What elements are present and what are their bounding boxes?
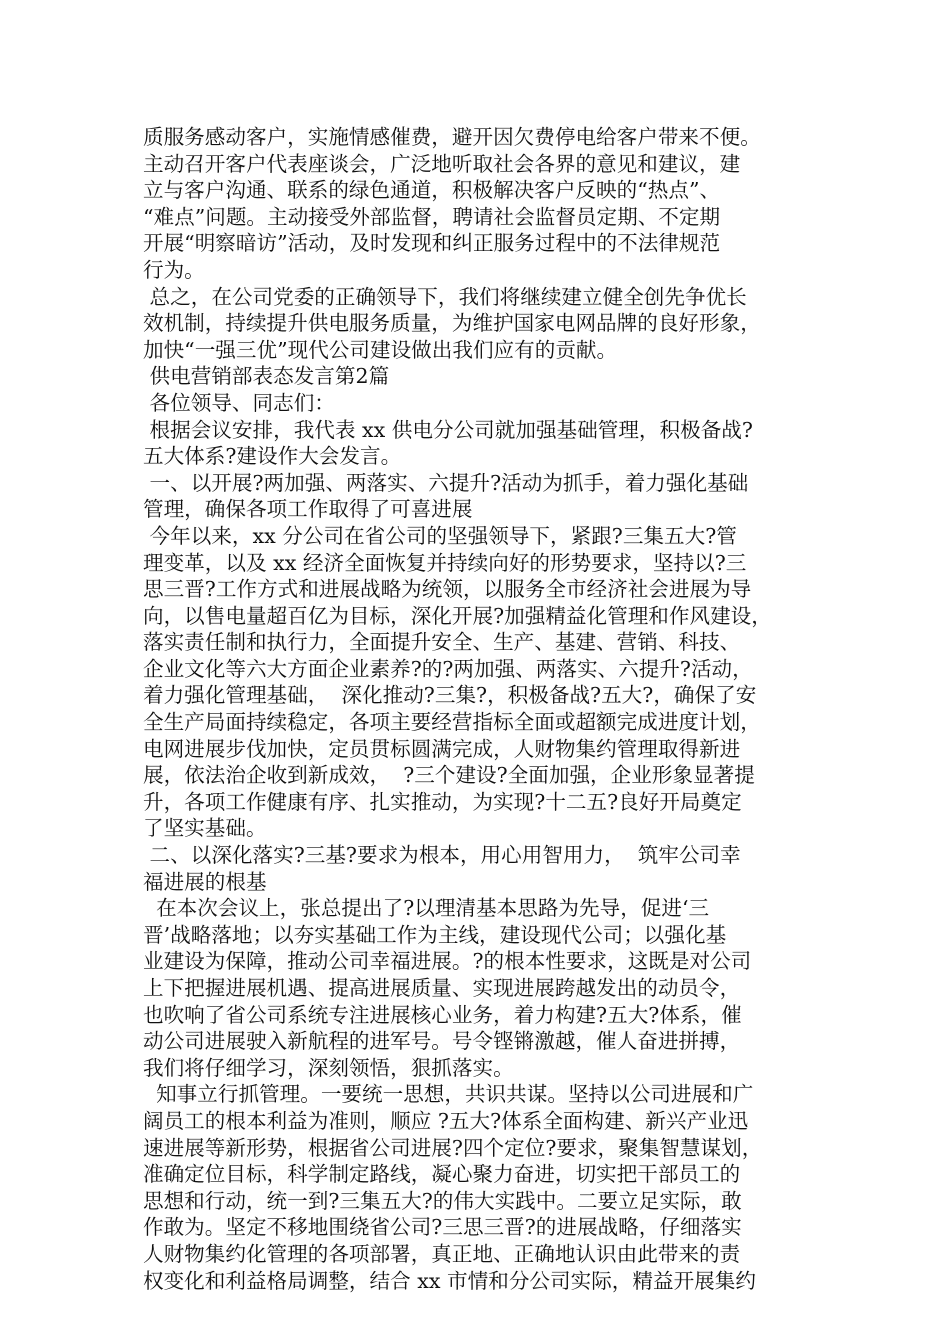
text-line: 在本次会议上，张总提出了?以理清基本思路为先导，促进‘三 bbox=[143, 896, 710, 921]
text-line: 管理，确保各项工作取得了可喜进展 bbox=[143, 497, 473, 522]
text-line: 人财物集约化管理的各项部署，真正地、正确地认识由此带来的责 bbox=[143, 1241, 741, 1266]
text-line: 质服务感动客户，实施情感催费，避开因欠费停电给客户带来不便。 bbox=[143, 125, 761, 149]
text-line: 总之，在公司党委的正确领导下，我们将继续建立健全创先争优长 bbox=[143, 284, 747, 309]
text-line: 效机制，持续提升供电服务质量，为维护国家电网品牌的良好形象， bbox=[143, 311, 761, 336]
text-line: 展，依法治企收到新成效， ?三个建设?全面加强，企业形象显著提 bbox=[143, 763, 755, 788]
text-line: 二、以深化落实?三基?要求为根本，用心用智用力， 筑牢公司幸 bbox=[143, 843, 741, 868]
text-line: 开展“明察暗访”活动，及时发现和纠正服务过程中的不法律规范 bbox=[143, 231, 721, 256]
text-line: 主动召开客户代表座谈会，广泛地听取社会各界的意见和建议，建 bbox=[143, 151, 741, 176]
text-line: 阔员工的根本利益为准则，顺应 ?五大?体系全面构建、新兴产业迅 bbox=[143, 1108, 749, 1133]
text-line: 升，各项工作健康有序、扎实推动，为实现?十二五?良好开局奠定 bbox=[143, 789, 742, 814]
text-line: 全生产局面持续稳定，各项主要经营指标全面或超额完成进度计划， bbox=[143, 710, 761, 735]
text-line: 作敢为。坚定不移地围绕省公司?三思三晋?的进展战略，仔细落实 bbox=[143, 1215, 742, 1240]
text-line: 权变化和利益格局调整，结合 xx 市情和分公司实际，精益开展集约 bbox=[143, 1268, 756, 1293]
text-line: 动公司进展驶入新航程的进军号。号令铿锵激越，催人奋进拼搏， bbox=[143, 1029, 741, 1054]
text-line: 知事立行抓管理。一要统一思想，共识共谋。坚持以公司进展和广 bbox=[143, 1082, 754, 1107]
text-line: 了坚实基础。 bbox=[143, 816, 267, 841]
text-line: 行为。 bbox=[143, 257, 205, 282]
text-line: 晋’战略落地；以夯实基础工作为主线，建设现代公司；以强化基 bbox=[143, 922, 727, 947]
text-line: 业建设为保障，推动公司幸福进展。?的根本性要求，这既是对公司 bbox=[143, 949, 752, 974]
text-line: 五大体系?建设作大会发言。 bbox=[143, 444, 402, 469]
text-line: 福进展的根基 bbox=[143, 869, 267, 894]
text-line: 我们将仔细学习，深刻领悟，狠抓落实。 bbox=[143, 1055, 514, 1080]
text-line: 企业文化等六大方面企业素养?的?两加强、两落实、六提升?活动， bbox=[143, 656, 753, 681]
text-line: 向，以售电量超百亿为目标，深化开展?加强精益化管理和作风建设， bbox=[143, 603, 772, 628]
text-line: 今年以来，xx 分公司在省公司的坚强领导下，紧跟?三集五大?管 bbox=[143, 523, 737, 548]
text-line: 思想和行动，统一到?三集五大?的伟大实践中。二要立足实际，敢 bbox=[143, 1188, 742, 1213]
text-line: 各位领导、同志们： bbox=[143, 390, 335, 415]
text-line: 上下把握进展机遇、提高进展质量、实现进展跨越发出的动员令， bbox=[143, 976, 741, 1000]
text-line: 也吹响了省公司系统专注进展核心业务，着力构建?五大?体系，催 bbox=[143, 1002, 742, 1027]
text-line: 供电营销部表态发言第2篇 bbox=[143, 364, 390, 389]
text-line: 速进展等新形势，根据省公司进展?四个定位?要求，聚集智慧谋划， bbox=[143, 1135, 763, 1160]
text-line: “难点”问题。主动接受外部监督，聘请社会监督员定期、不定期 bbox=[143, 204, 721, 229]
text-line: 着力强化管理基础， 深化推动?三集?，积极备战?五大?，确保了安 bbox=[143, 683, 757, 708]
text-line: 理变革，以及 xx 经济全面恢复并持续向好的形势要求，坚持以?三 bbox=[143, 550, 747, 575]
text-line: 思三晋?工作方式和进展战略为统领，以服务全市经济社会进展为导 bbox=[143, 577, 752, 602]
text-line: 电网进展步伐加快，定员贯标圆满完成，人财物集约管理取得新进 bbox=[143, 736, 741, 761]
text-line: 根据会议安排，我代表 xx 供电分公司就加强基础管理，积极备战? bbox=[143, 417, 753, 442]
text-line: 一、以开展?两加强、两落实、六提升?活动为抓手，着力强化基础 bbox=[143, 470, 749, 495]
text-line: 立与客户沟通、联系的绿色通道，积极解决客户反映的“热点”、 bbox=[143, 178, 721, 203]
text-line: 准确定位目标，科学制定路线，凝心聚力奋进，切实把干部员工的 bbox=[143, 1162, 741, 1187]
text-line: 加快“一强三优”现代公司建设做出我们应有的贡献。 bbox=[143, 337, 618, 362]
document-body bbox=[143, 124, 813, 1294]
text-line: 落实责任制和执行力，全面提升安全、生产、基建、营销、科技、 bbox=[143, 630, 741, 655]
